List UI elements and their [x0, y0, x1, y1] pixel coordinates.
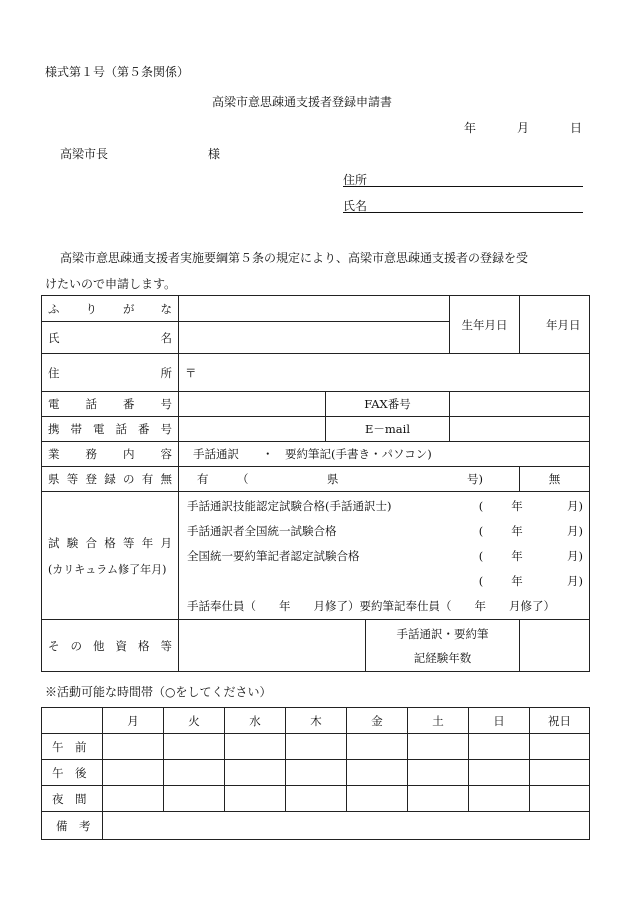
furigana-label-char: な [160, 301, 172, 316]
qualification-label: 全国統一要約筆記者認定試験合格 [187, 548, 360, 563]
exam-label-char: 試 [48, 535, 60, 550]
exam-sublabel: (カリキュラム修了年月) [48, 562, 167, 576]
schedule-period-label: 午 前 [42, 734, 103, 760]
work-label-char: 容 [160, 447, 172, 461]
mobile-field[interactable] [179, 417, 326, 442]
experience-label: 手話通訳・要約筆 記経験年数 [366, 620, 520, 672]
qualification-p2: 月) [567, 523, 583, 538]
qualification-line[interactable] [187, 568, 583, 593]
schedule-slot-cell[interactable] [408, 734, 469, 760]
schedule-row [42, 760, 590, 786]
birthdate-field[interactable] [520, 296, 590, 354]
furigana-label-char: ふ [48, 301, 60, 316]
mobile-label-char: 番 [138, 422, 150, 436]
body-text-line1: 高梁市意思疎通支援者実施要綱第５条の規定により、高梁市意思疎通支援者の登録を受 [60, 251, 529, 265]
schedule-day-header: 月 [103, 708, 164, 734]
schedule-slot-cell[interactable] [286, 760, 347, 786]
exam-label-cell [42, 492, 179, 620]
mobile-label-char: 話 [115, 422, 127, 436]
name-label-char: 氏 [48, 330, 60, 345]
birthdate-day: 日 [569, 317, 581, 332]
schedule-slot-cell[interactable] [530, 734, 590, 760]
mobile-label [42, 417, 179, 442]
schedule-day-header: 日 [469, 708, 530, 734]
schedule-slot-cell[interactable] [469, 734, 530, 760]
schedule-day-header: 木 [286, 708, 347, 734]
schedule-slot-cell[interactable] [469, 760, 530, 786]
schedule-slot-cell[interactable] [225, 760, 286, 786]
date-month: 月 [517, 121, 530, 135]
other-quals-label-char: 格 [138, 638, 150, 653]
other-quals-label-char: 他 [93, 638, 105, 653]
schedule-day-header: 水 [225, 708, 286, 734]
schedule-caption: ※活動可能な時間帯（○をしてください） [45, 685, 272, 699]
pref-ken: 県 [327, 472, 339, 486]
schedule-row [42, 786, 590, 812]
furigana-label [42, 296, 179, 322]
fax-field[interactable] [450, 392, 590, 417]
schedule-slot-cell[interactable] [164, 734, 225, 760]
schedule-table [41, 707, 590, 840]
pref-yes[interactable]: 有 [197, 472, 209, 486]
date-year: 年 [464, 121, 477, 135]
pref-label-char: 県 [48, 472, 60, 486]
postal-mark: 〒 [185, 365, 197, 380]
work-label-char: 務 [85, 447, 97, 461]
pref-label-char: 登 [85, 472, 97, 486]
name-field[interactable] [179, 322, 450, 354]
qualification-p2: 月) [567, 573, 583, 588]
body-text-line2: けたいので申請します。 [45, 277, 177, 291]
exam-label-char: 合 [85, 535, 97, 550]
qualification-line[interactable] [187, 493, 583, 518]
mobile-label-char: 携 [48, 422, 60, 436]
qualification-year: 年 [511, 573, 523, 588]
exam-label-char: 験 [66, 535, 79, 550]
address-label [42, 354, 179, 392]
furigana-label-char: が [123, 301, 135, 316]
schedule-row [42, 734, 590, 760]
schedule-slot-cell[interactable] [225, 734, 286, 760]
phone-field[interactable] [179, 392, 326, 417]
schedule-period-label: 午 後 [42, 760, 103, 786]
schedule-slot-cell[interactable] [530, 786, 590, 812]
schedule-day-header: 金 [347, 708, 408, 734]
qualification-p2: 月) [567, 498, 583, 513]
form-number: 様式第１号（第５条関係） [45, 65, 190, 79]
address-label-char: 住 [48, 365, 60, 380]
exam-label-char: 月 [160, 535, 172, 550]
application-form-table [41, 295, 590, 672]
qualification-label: 手話通訳技能認定試験合格(手話通訳士) [187, 498, 392, 513]
work-label-char: 内 [123, 447, 135, 461]
schedule-slot-cell[interactable] [286, 734, 347, 760]
phone-label-char: 番 [123, 397, 135, 411]
qualification-p1: ( [478, 523, 484, 538]
phone-label [42, 392, 179, 417]
schedule-day-header: 火 [164, 708, 225, 734]
mobile-label-char: 電 [93, 422, 105, 436]
furigana-field[interactable] [179, 296, 450, 322]
qualification-p1: ( [478, 548, 484, 563]
addressee: 高梁市長 [60, 147, 109, 161]
schedule-slot-cell[interactable] [347, 760, 408, 786]
qualification-p1: ( [478, 573, 484, 588]
schedule-slot-cell[interactable] [164, 786, 225, 812]
birthdate-label: 生年月日 [450, 296, 520, 354]
work-label [42, 442, 179, 467]
date-day: 日 [570, 121, 583, 135]
applicant-name-line[interactable] [343, 212, 583, 213]
address-field[interactable] [179, 354, 590, 392]
schedule-slot-cell[interactable] [286, 786, 347, 812]
schedule-day-header: 土 [408, 708, 469, 734]
pref-label-char: 有 [141, 472, 154, 486]
exam-label-char: 格 [104, 535, 116, 550]
pref-label-char: の [123, 472, 135, 486]
qualification-line[interactable] [187, 543, 583, 568]
fax-label: FAX番号 [326, 392, 450, 417]
phone-label-char: 話 [85, 397, 97, 411]
work-value[interactable]: 手話通訳 ・ 要約筆記(手書き・パソコン) [179, 442, 590, 467]
prefecture-registration-label [42, 467, 179, 492]
email-field[interactable] [450, 417, 590, 442]
pref-label-char: 無 [160, 472, 172, 486]
addressee-honorific: 様 [208, 147, 221, 161]
schedule-slot-cell[interactable] [408, 786, 469, 812]
qualification-p1: ( [478, 498, 484, 513]
other-quals-label-char: 等 [160, 638, 172, 653]
birthdate-month: 月 [557, 317, 569, 332]
phone-label-char: 電 [48, 397, 60, 411]
other-quals-field[interactable] [179, 620, 366, 672]
remarks-label: 備 考 [42, 812, 103, 840]
volunteer-line[interactable]: 手話奉仕員（ 年 月修了）要約筆記奉仕員（ 年 月修了） [187, 598, 555, 613]
applicant-name-label: 氏名 [343, 199, 368, 213]
other-quals-label-char: 資 [115, 638, 127, 653]
qualification-year: 年 [511, 498, 523, 513]
schedule-day-header: 祝日 [530, 708, 590, 734]
experience-field[interactable] [520, 620, 590, 672]
other-quals-label [42, 620, 179, 672]
birthdate-year: 年 [546, 317, 558, 332]
name-label [42, 322, 179, 354]
other-quals-label-char: の [70, 638, 82, 653]
work-label-char: 業 [48, 447, 60, 461]
mobile-label-char: 帯 [70, 422, 82, 436]
schedule-corner [42, 708, 103, 734]
pref-no[interactable]: 無 [520, 467, 590, 492]
furigana-label-char: り [85, 301, 97, 316]
pref-label-char: 等 [66, 472, 79, 486]
exam-label-char: 年 [141, 535, 154, 550]
qualifications-cell[interactable] [179, 492, 590, 620]
qualification-label: 手話通訳者全国統一試験合格 [187, 523, 337, 538]
schedule-slot-cell[interactable] [103, 734, 164, 760]
address-label-char: 所 [160, 365, 172, 380]
applicant-address-label: 住所 [343, 173, 368, 187]
pref-open-paren: （ [237, 472, 249, 486]
other-quals-label-char: そ [48, 638, 60, 653]
schedule-slot-cell[interactable] [225, 786, 286, 812]
qualification-year: 年 [511, 548, 523, 563]
pref-label-char: 録 [104, 472, 116, 486]
phone-label-char: 号 [160, 397, 172, 411]
qualification-line[interactable] [187, 518, 583, 543]
schedule-slot-cell[interactable] [469, 786, 530, 812]
applicant-address-line[interactable] [343, 186, 583, 187]
schedule-slot-cell[interactable] [408, 760, 469, 786]
schedule-slot-cell[interactable] [347, 734, 408, 760]
form-title: 高梁市意思疎通支援者登録申請書 [212, 95, 393, 109]
prefecture-registration-field[interactable] [179, 467, 520, 492]
name-label-char: 名 [160, 330, 172, 345]
remarks-field[interactable] [103, 812, 590, 840]
qualification-year: 年 [511, 523, 523, 538]
schedule-period-label: 夜 間 [42, 786, 103, 812]
schedule-slot-cell[interactable] [103, 760, 164, 786]
pref-go: 号) [467, 472, 483, 486]
schedule-slot-cell[interactable] [164, 760, 225, 786]
mobile-label-char: 号 [160, 422, 172, 436]
schedule-slot-cell[interactable] [530, 760, 590, 786]
schedule-slot-cell[interactable] [103, 786, 164, 812]
qualification-p2: 月) [567, 548, 583, 563]
email-label: E－mail [326, 417, 450, 442]
exam-label-char: 等 [123, 535, 135, 550]
schedule-slot-cell[interactable] [347, 786, 408, 812]
